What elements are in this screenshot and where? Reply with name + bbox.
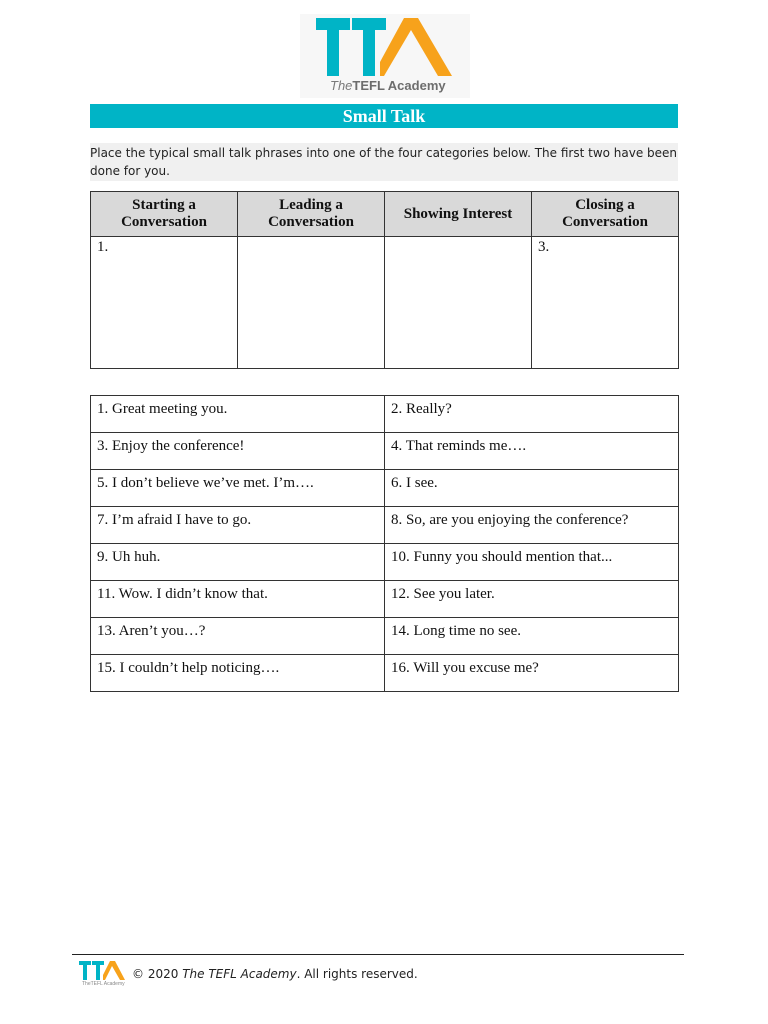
phrase-cell: 6. I see. (385, 470, 679, 507)
phrase-cell: 16. Will you excuse me? (385, 655, 679, 692)
table-row (91, 433, 679, 470)
phrase-cell: 3. Enjoy the conference! (91, 433, 385, 470)
phrase-cell: 11. Wow. I didn’t know that. (91, 581, 385, 618)
category-header-row (91, 192, 679, 237)
table-row (91, 655, 679, 692)
tta-footer-logo-mark (78, 960, 126, 982)
answer-cell-closing[interactable]: 3. (532, 237, 679, 369)
header-closing: Closing a Conversation (532, 192, 679, 237)
phrase-cell: 8. So, are you enjoying the conference? (385, 507, 679, 544)
header-starting: Starting a Conversation (91, 192, 238, 237)
table-row (91, 544, 679, 581)
phrase-cell: 15. I couldn’t help noticing…. (91, 655, 385, 692)
phrase-cell: 2. Really? (385, 396, 679, 433)
tefl-academy-logo (300, 14, 470, 98)
phrase-cell: 13. Aren’t you…? (91, 618, 385, 655)
logo-caption: TheTEFL Academy (330, 78, 446, 93)
phrases-table (90, 395, 679, 692)
instructions-text: Place the typical small talk phrases into one of the four categories below. The first two have been done for you. (90, 143, 678, 181)
phrase-cell: 9. Uh huh. (91, 544, 385, 581)
tta-logo-mark (314, 16, 454, 80)
copyright-notice: © 2020 The TEFL Academy. All rights reserved. (132, 967, 418, 981)
phrase-cell: 7. I’m afraid I have to go. (91, 507, 385, 544)
phrase-cell: 1. Great meeting you. (91, 396, 385, 433)
phrase-cell: 10. Funny you should mention that... (385, 544, 679, 581)
answer-cell-starting[interactable]: 1. (91, 237, 238, 369)
footer-logo-caption: TheTEFL Academy (82, 981, 125, 987)
table-row (91, 618, 679, 655)
header-leading: Leading a Conversation (238, 192, 385, 237)
phrase-cell: 4. That reminds me…. (385, 433, 679, 470)
table-row (91, 396, 679, 433)
footer-logo (78, 960, 126, 987)
page-title: Small Talk (90, 104, 678, 128)
phrase-cell: 5. I don’t believe we’ve met. I’m…. (91, 470, 385, 507)
header-showing-interest: Showing Interest (385, 192, 532, 237)
phrase-cell: 14. Long time no see. (385, 618, 679, 655)
table-row (91, 507, 679, 544)
phrase-cell: 12. See you later. (385, 581, 679, 618)
table-row (91, 581, 679, 618)
footer-divider (72, 954, 684, 955)
category-table (90, 191, 679, 369)
table-row (91, 470, 679, 507)
category-answer-row (91, 237, 679, 369)
answer-cell-leading[interactable] (238, 237, 385, 369)
answer-cell-showing-interest[interactable] (385, 237, 532, 369)
